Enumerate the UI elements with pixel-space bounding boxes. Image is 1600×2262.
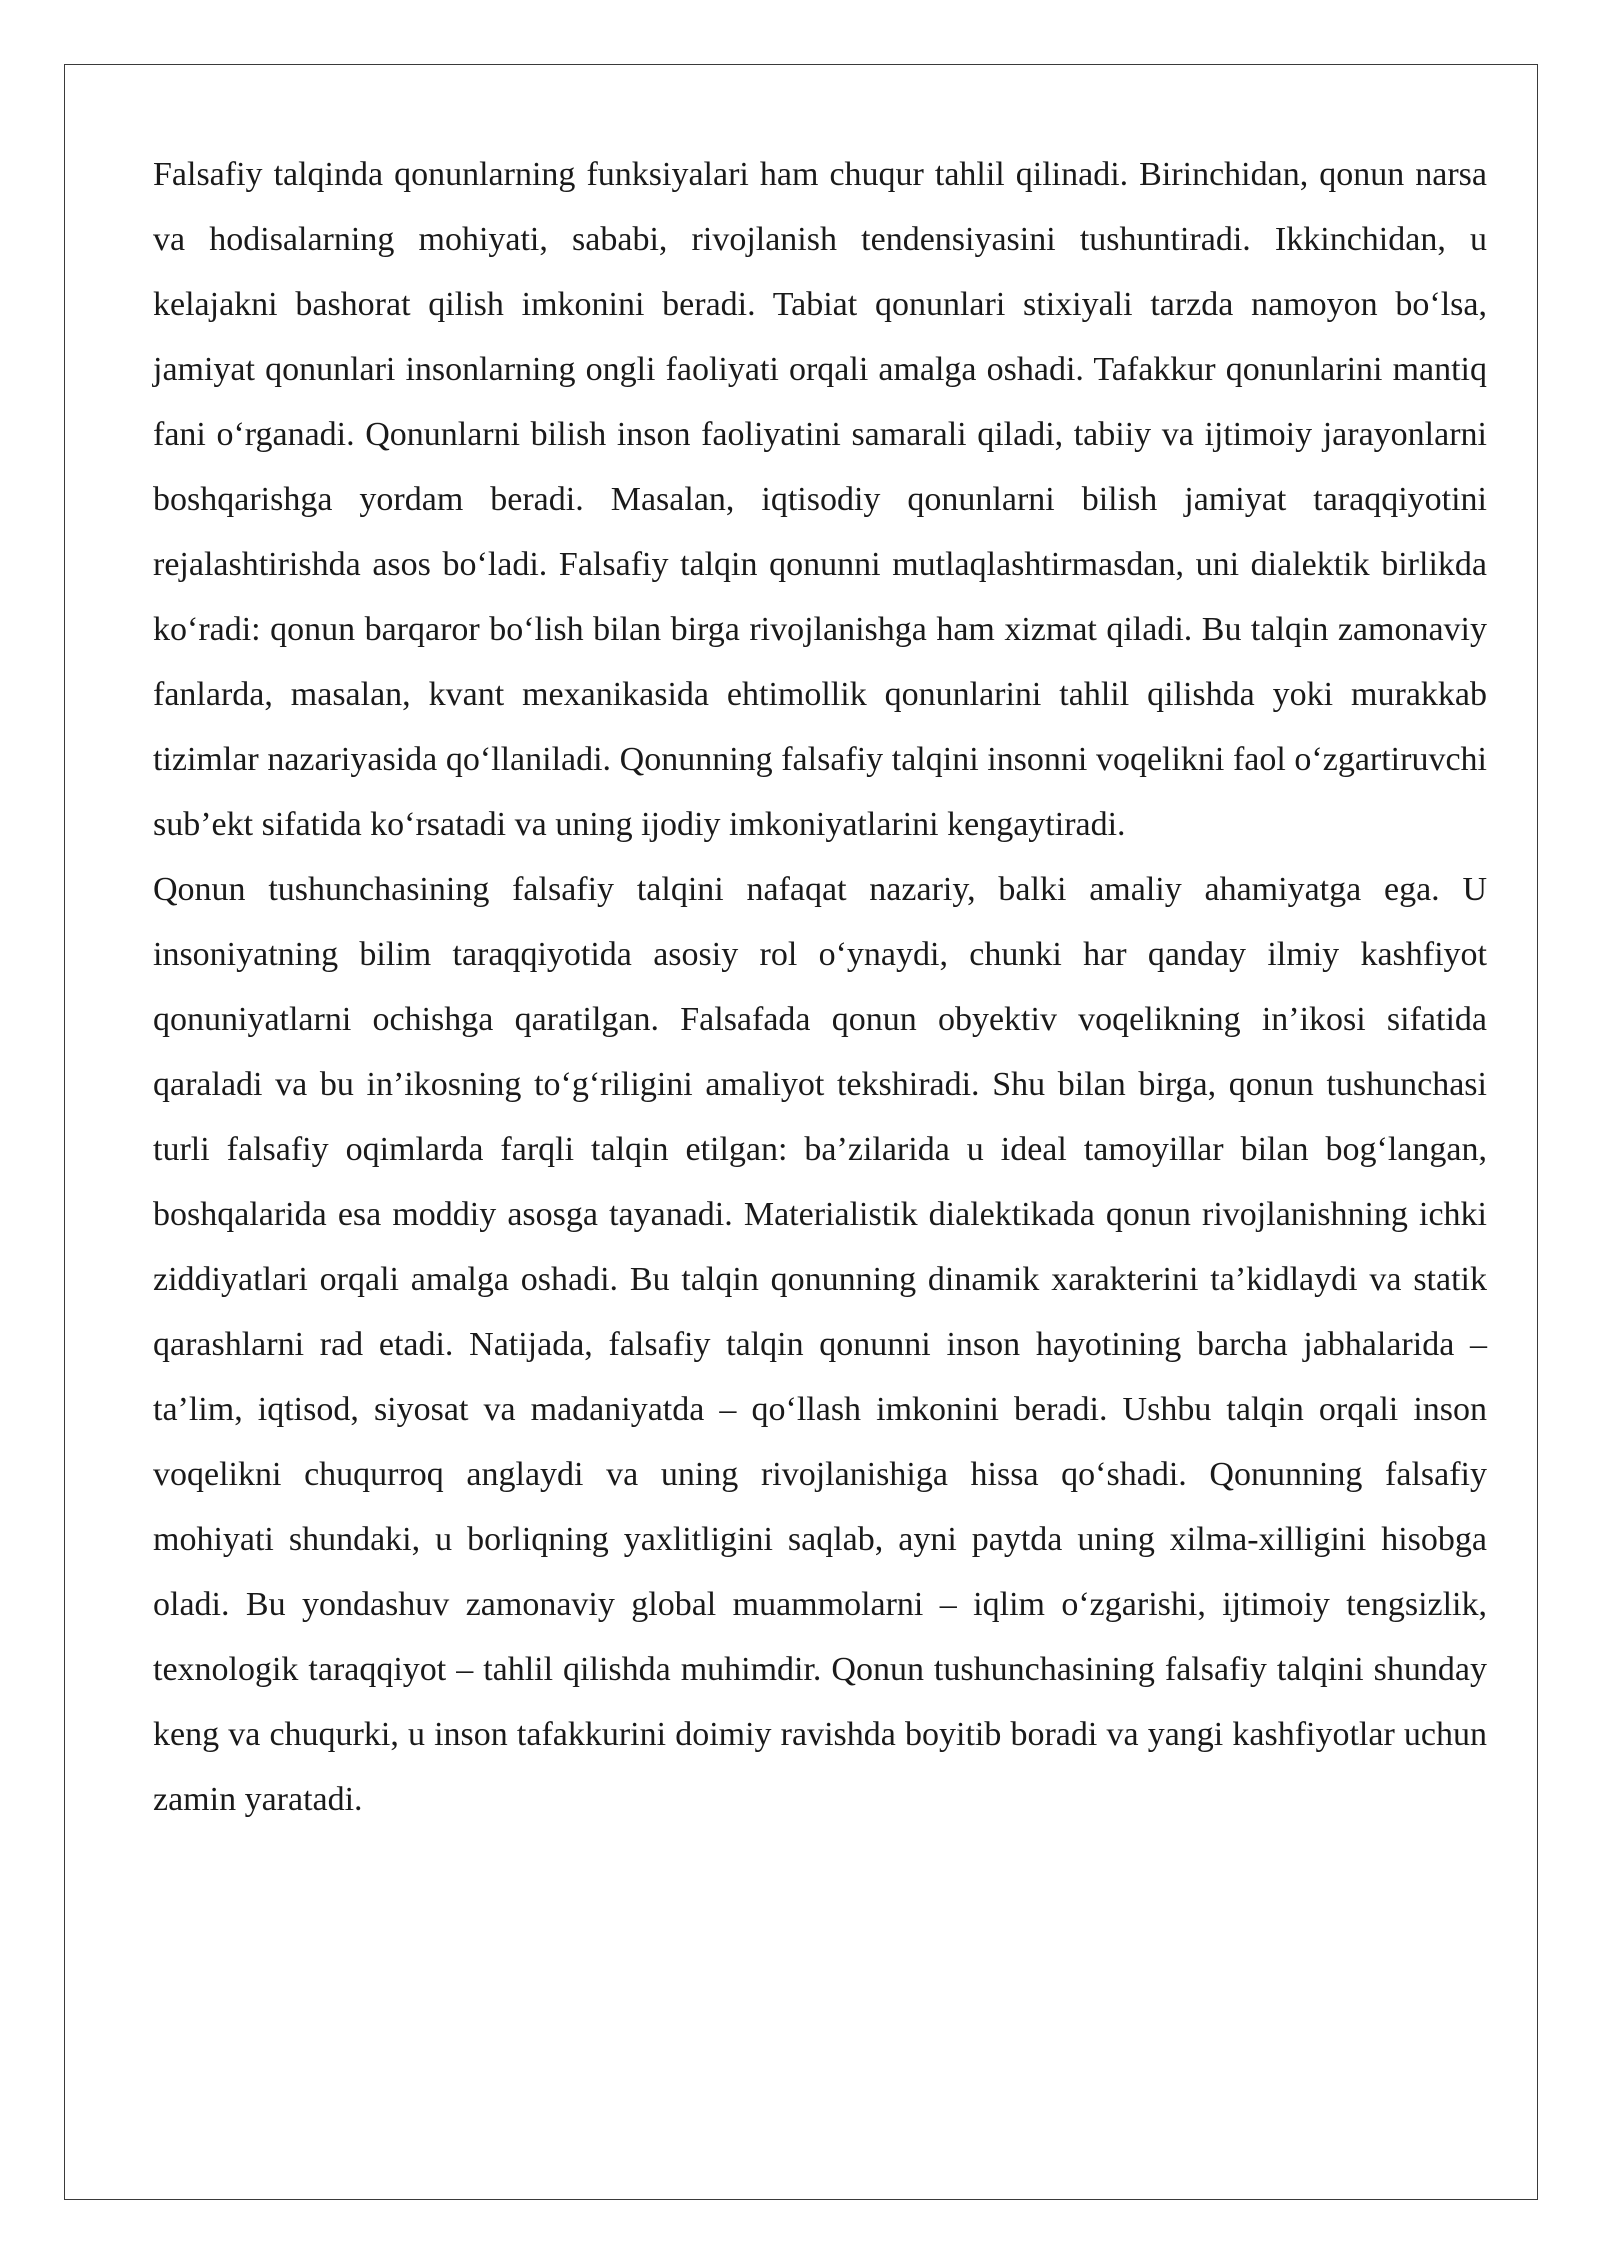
document-body [153, 142, 1487, 1832]
paragraph-1: Falsafiy talqinda qonunlarning funksiyalari ham chuqur tahlil qilinadi. Birinchidan, qonun narsa va hodisalarning mohiyati, sababi, rivojlanish tendensiyasini tushuntiradi. Ikkinchidan, u kelajakni bashorat qilish imkonini beradi. Tabiat qonunlari stixiyali tarzda namoyon bo‘lsa, jamiyat qonunlari insonlarning ongli faoliyati orqali amalga oshadi. Tafakkur qonunlarini mantiq fani o‘rganadi. Qonunlarni bilish inson faoliyatini samarali qiladi, tabiiy va ijtimoiy jarayonlarni boshqarishga yordam beradi. Masalan, iqtisodiy qonunlarni bilish jamiyat taraqqiyotini rejalashtirishda asos bo‘ladi. Falsafiy talqin qonunni mutlaqlashtirmasdan, uni dialektik birlikda ko‘radi: qonun barqaror bo‘lish bilan birga rivojlanishga ham xizmat qiladi. Bu talqin zamonaviy fanlarda, masalan, kvant mexanikasida ehtimollik qonunlarini tahlil qilishda yoki murakkab tizimlar nazariyasida qo‘llaniladi. Qonunning falsafiy talqini insonni voqelikni faol o‘zgartiruvchi sub’ekt sifatida ko‘rsatadi va uning ijodiy imkoniyatlarini kengaytiradi. [153, 156, 1487, 843]
paragraph-2: Qonun tushunchasining falsafiy talqini nafaqat nazariy, balki amaliy ahamiyatga ega. U insoniyatning bilim taraqqiyotida asosiy rol o‘ynaydi, chunki har qanday ilmiy kashfiyot qonuniyatlarni ochishga qaratilgan. Falsafada qonun obyektiv voqelikning in’ikosi sifatida qaraladi va bu in’ikosning to‘g‘riligini amaliyot tekshiradi. Shu bilan birga, qonun tushunchasi turli falsafiy oqimlarda farqli talqin etilgan: ba’zilarida u ideal tamoyillar bilan bog‘langan, boshqalarida esa moddiy asosga tayanadi. Materialistik dialektikada qonun rivojlanishning ichki ziddiyatlari orqali amalga oshadi. Bu talqin qonunning dinamik xarakterini ta’kidlaydi va statik qarashlarni rad etadi. Natijada, falsafiy talqin qonunni inson hayotining barcha jabhalarida – ta’lim, iqtisod, siyosat va madaniyatda – qo‘llash imkonini beradi. Ushbu talqin orqali inson voqelikni chuqurroq anglaydi va uning rivojlanishiga hissa qo‘shadi. Qonunning falsafiy mohiyati shundaki, u borliqning yaxlitligini saqlab, ayni paytda uning xilma-xilligini hisobga oladi. Bu yondashuv zamonaviy global muammolarni – iqlim o‘zgarishi, ijtimoiy tengsizlik, texnologik taraqqiyot – tahlil qilishda muhimdir. Qonun tushunchasining falsafiy talqini shunday keng va chuqurki, u inson tafakkurini doimiy ravishda boyitib boradi va yangi kashfiyotlar uchun zamin yaratadi. [153, 871, 1487, 1818]
